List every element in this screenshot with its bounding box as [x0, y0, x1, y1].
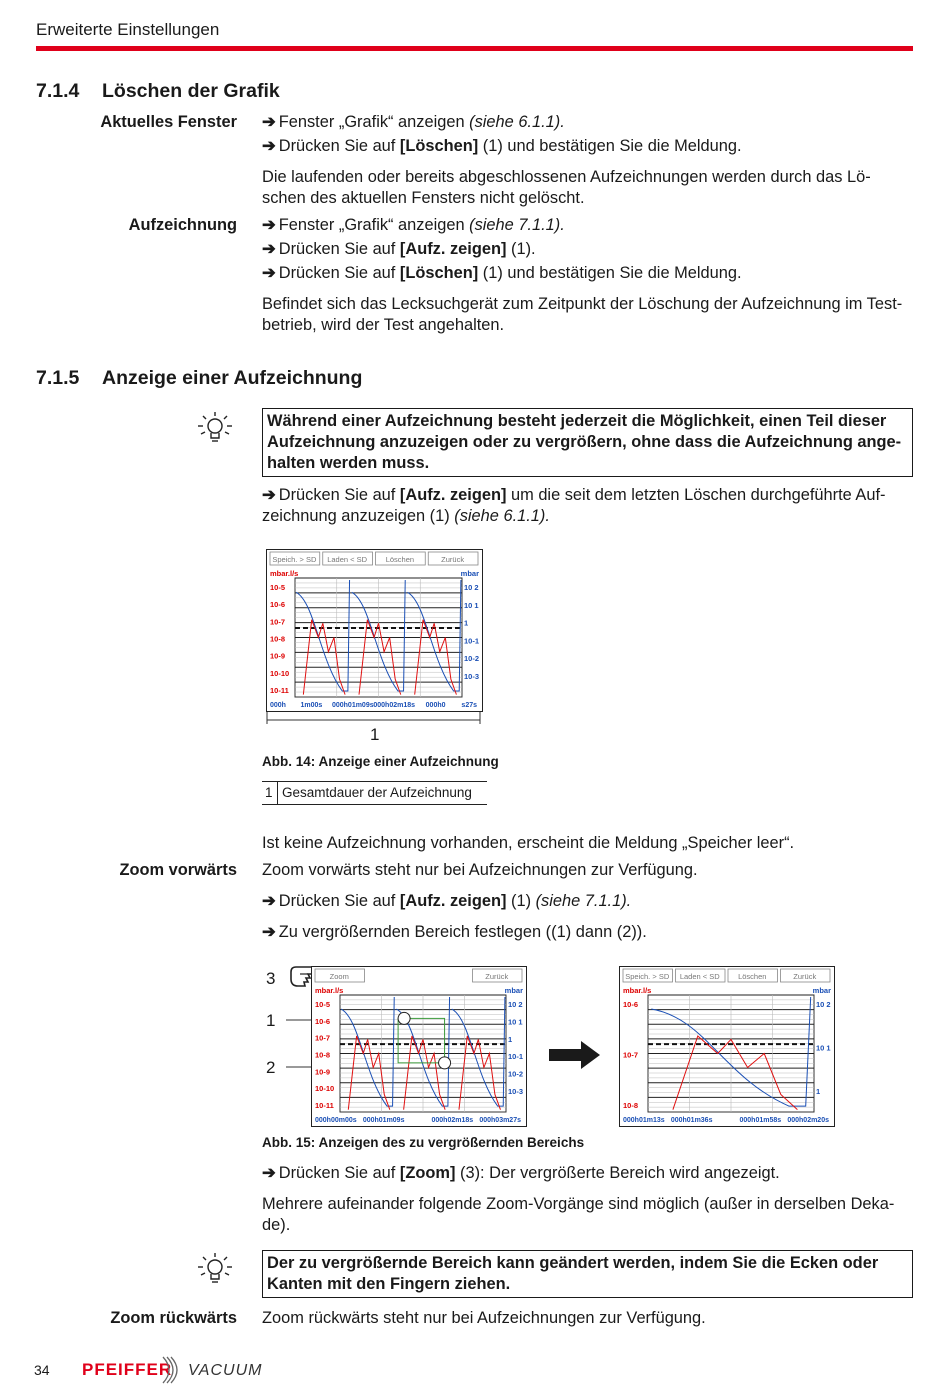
left-tick-label: 10-7 [623, 1050, 639, 1060]
left-tick-label: 10-11 [270, 686, 289, 695]
zoom-forward-text: Zoom vorwärts steht nur bei Aufzeichnungen zur Verfügung. [262, 861, 698, 879]
fig15-callout-2: 2 [266, 1058, 276, 1077]
screen-button-label: Löschen [385, 555, 415, 564]
step-e1: ➔ Drücken Sie auf [Zoom] (3): Der vergrößerte Bereich wird angezeigt. [262, 1164, 780, 1182]
fig15-callout-3: 3 [266, 969, 276, 988]
screen-button-label: Laden < SD [679, 972, 720, 981]
time-label: 000h00m00s [315, 1117, 357, 1124]
right-tick-label: 10-1 [464, 636, 480, 646]
left-tick-label: 10-9 [270, 651, 286, 661]
legend-table [262, 781, 487, 805]
left-tick-label: 10-6 [315, 1016, 331, 1026]
zoomed-display-screen [619, 966, 835, 1127]
screen-button-label: Zurück [485, 972, 509, 981]
screen-button-label: Speich. > SD [625, 972, 670, 981]
unit-left: mbar.l/s [270, 569, 299, 578]
right-tick-label: 10 2 [508, 1000, 523, 1009]
screen3-graphic [620, 967, 834, 1126]
time-label: 000h01m36s [670, 1117, 713, 1124]
left-tick-label: 10-7 [315, 1033, 331, 1043]
header-rule [36, 46, 913, 51]
time-label: 000h01m58s [739, 1117, 782, 1124]
right-tick-label: 10-3 [508, 1087, 524, 1096]
paragraph-2: Befindet sich das Lecksuchgerät zum Zeitpunkt der Löschung der Aufzeichnung im Test-betrieb, wird der Test angehalten. [262, 295, 903, 334]
left-tick-label: 10-6 [270, 600, 286, 610]
left-tick-label: 10-5 [270, 583, 286, 592]
section-number-715: 7.1.5 [36, 367, 80, 389]
right-tick-label: 10 2 [464, 583, 479, 592]
screen1-graphic [267, 550, 482, 711]
unit-left: mbar.l/s [623, 986, 652, 995]
screen-button-label: Löschen [738, 972, 767, 981]
right-tick-label: 10-2 [464, 654, 480, 664]
step-c1: ➔ Drücken Sie auf [Aufz. zeigen] um die seit dem letzten Löschen durchgeführte Auf-zeichnung anzuzeigen (1) (siehe 6.1.1). [262, 486, 886, 525]
brand-vacuum: VACUUM [188, 1362, 263, 1379]
side-label-aktuelles-fenster: Aktuelles Fenster [100, 113, 237, 131]
selection-handle-1[interactable] [398, 1012, 410, 1024]
screen-button-label: Zurück [793, 972, 817, 981]
paragraph-3: Ist keine Aufzeichnung vorhanden, erscheint die Meldung „Speicher leer“. [262, 834, 795, 852]
left-tick-label: 10-9 [315, 1067, 331, 1077]
time-label: s27s [461, 702, 477, 709]
legend-number: 1 [265, 785, 273, 800]
unit-right: mbar [504, 986, 523, 995]
recording-display-screen [266, 549, 483, 712]
left-tick-label: 10-10 [270, 668, 290, 678]
left-tick-label: 10-8 [315, 1050, 331, 1060]
left-tick-label: 10-6 [623, 1000, 639, 1009]
screen-button-label: Zoom [329, 972, 349, 981]
paragraph-4: Mehrere aufeinander folgende Zoom-Vorgänge sind möglich (außer in derselben Deka-de). [262, 1195, 895, 1234]
unit-right: mbar [812, 986, 831, 995]
left-tick-label: 10-5 [315, 1000, 331, 1009]
selection-handle-2[interactable] [439, 1057, 451, 1069]
left-tick-label: 10-7 [270, 617, 286, 627]
fig14-caption: Abb. 14: Anzeige einer Aufzeichnung [262, 754, 499, 769]
step-d2: ➔ Zu vergrößernden Bereich festlegen ((1) dann (2)). [262, 923, 647, 941]
brand-logo-icon [161, 1355, 183, 1385]
screen-button-label: Speich. > SD [272, 555, 317, 564]
right-tick-label: 10-3 [464, 672, 480, 681]
section-title-715: Anzeige einer Aufzeichnung [102, 367, 363, 389]
step-b3: ➔ Drücken Sie auf [Löschen] (1) und bestätigen Sie die Meldung. [262, 264, 742, 282]
time-label: 1m00s [300, 702, 323, 709]
section-title-714: Löschen der Grafik [102, 80, 280, 102]
right-tick-label: 10 2 [816, 1000, 831, 1009]
tip-bulb-icon [197, 411, 233, 445]
fig14-callout-1: 1 [370, 725, 380, 744]
step-d1: ➔ Drücken Sie auf [Aufz. zeigen] (1) (siehe 7.1.1). [262, 892, 632, 910]
side-label-zoom-vorwaerts: Zoom vorwärts [119, 861, 237, 879]
page-number: 34 [34, 1362, 50, 1378]
left-tick-label: 10-11 [315, 1101, 334, 1110]
screen2-graphic [312, 967, 526, 1126]
right-tick-label: 10 1 [464, 600, 479, 610]
left-tick-label: 10-8 [270, 634, 286, 644]
zoom-selection-screen [311, 966, 527, 1127]
time-label: 000h01m09s [362, 1117, 405, 1124]
right-tick-label: 10 1 [816, 1043, 831, 1053]
right-tick-label: 10-2 [508, 1069, 524, 1079]
right-arrow-icon [547, 1040, 602, 1070]
running-header: Erweiterte Einstellungen [36, 20, 220, 39]
side-label-aufzeichnung: Aufzeichnung [128, 216, 237, 234]
note-box-1: Während einer Aufzeichnung besteht jederzeit die Möglichkeit, einen Teil dieser Aufzeichnung anzuzeigen oder zu vergrößern, ohne dass die Aufzeichnung ange-halten werden muss. [262, 408, 913, 477]
side-label-zoom-rueckwaerts: Zoom rückwärts [110, 1309, 237, 1327]
right-tick-label: 1 [816, 1087, 821, 1096]
time-label: 000h [270, 702, 286, 709]
paragraph-1: Die laufenden oder bereits abgeschlossenen Aufzeichnungen werden durch das Lö-schen des aktuellen Fensters nicht gelöscht. [262, 168, 871, 207]
unit-left: mbar.l/s [315, 986, 344, 995]
section-number-714: 7.1.4 [36, 80, 80, 102]
legend-divider [277, 782, 278, 804]
fig15-callout-1: 1 [266, 1011, 276, 1030]
time-label: 000h0 [425, 702, 446, 709]
left-tick-label: 10-10 [315, 1084, 335, 1094]
note-box-2: Der zu vergrößernde Bereich kann geändert werden, indem Sie die Ecken oder Kanten mit den Fingern ziehen. [262, 1250, 913, 1298]
step-b2: ➔ Drücken Sie auf [Aufz. zeigen] (1). [262, 240, 536, 258]
legend-text: Gesamtdauer der Aufzeichnung [282, 785, 472, 800]
brand-pfeiffer: PFEIFFER [82, 1360, 173, 1379]
unit-right: mbar [460, 569, 479, 578]
fig15-caption: Abb. 15: Anzeigen des zu vergrößernden Bereichs [262, 1135, 585, 1150]
time-label: 000h02m20s [787, 1117, 829, 1124]
right-tick-label: 1 [464, 618, 469, 628]
time-label: 000h01m13s [623, 1117, 665, 1124]
time-label: 000h02m18s [431, 1117, 474, 1124]
right-tick-label: 10-1 [508, 1052, 524, 1062]
right-tick-label: 1 [508, 1034, 513, 1044]
zoom-backward-text: Zoom rückwärts steht nur bei Aufzeichnungen zur Verfügung. [262, 1309, 706, 1327]
step-b1: ➔ Fenster „Grafik“ anzeigen (siehe 7.1.1). [262, 216, 565, 234]
step-a2: ➔ Drücken Sie auf [Löschen] (1) und bestätigen Sie die Meldung. [262, 137, 742, 155]
tip-bulb-icon [197, 1252, 233, 1286]
time-label: 000h02m18s [373, 702, 416, 709]
left-tick-label: 10-8 [623, 1101, 639, 1110]
right-tick-label: 10 1 [508, 1017, 523, 1027]
step-a1: ➔ Fenster „Grafik“ anzeigen (siehe 6.1.1). [262, 113, 565, 131]
screen-button-label: Laden < SD [327, 555, 368, 564]
screen-button-label: Zurück [441, 555, 465, 564]
time-label: 000h03m27s [479, 1117, 521, 1124]
time-label: 000h01m09s [331, 702, 374, 709]
